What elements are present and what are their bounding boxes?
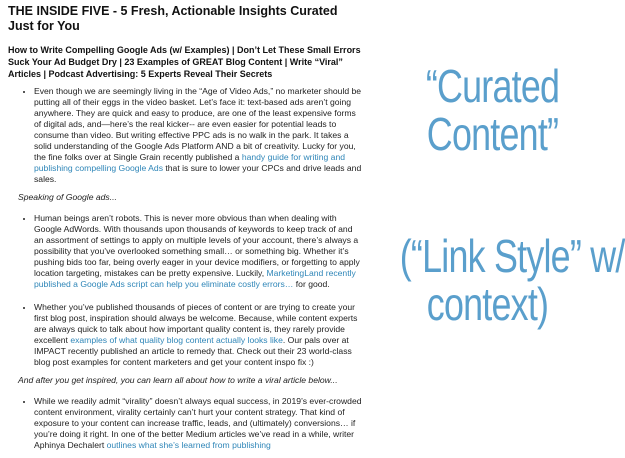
item-text-after: that is sure to lower your CPCs and drive leads and sales. — [34, 163, 362, 184]
callout-line: Content” — [426, 108, 559, 160]
callout-line: “Curated — [425, 60, 560, 112]
newsletter-subtitle: How to Write Compelling Google Ads (w/ Examples) | Don’t Let These Small Errors Suck Your Ad Budget Dry | 23 Examples of GREAT Blog Content | Write “Viral” Articles | Podcast Advertising: 5 Experts Reveal Their Secrets — [8, 45, 361, 79]
insight-list — [8, 396, 363, 451]
item-text: Even though we are seemingly living in the “Age of Video Ads,” no marketer should be putting all of their eggs in the video basket. Let’s face it: text-based ads aren’t going anywhere. They are quick and easy to produce, are one of the least expensive forms of digital ads, and—here’s the real kicker-- are even easier for potential leads to consume than video. But writing effective PPC ads is no walk in the park. It takes a solid understanding of the Google Ads Platform AND a bit of creativity. Lucky for you, the fine folks over at Single Grain recently published a — [34, 86, 362, 162]
item-text-after: . Our pals over at IMPACT recently published an article to remedy that. Check out their 23 world-class blog post examples for content marketers and get your content inspo fix :) — [34, 335, 352, 367]
item-text-after: for good. — [293, 279, 330, 289]
list-item — [34, 302, 363, 368]
newsletter-title: THE INSIDE FIVE - 5 Fresh, Actionable Insights Curated Just for You — [8, 4, 338, 33]
newsletter-document — [8, 4, 363, 458]
callout-line: context) — [426, 278, 549, 330]
item-text: While we readily admit “virality” doesn’t always equal success, in 2019’s ever-crowded content environment, virality certainly can’t hurt your content strategy. That kind of exposure to your content can increase traffic, leads, and (ultimately) conversions… if you’re doing it right. In one of the better Medium articles we’ve read in a while, writer Aphinya Dechalert — [34, 396, 362, 450]
item-link[interactable]: examples of what quality blog content actually looks like — [70, 335, 283, 345]
transition-note: Speaking of Google ads... — [18, 192, 117, 202]
insight-list — [8, 213, 363, 368]
curated-content-callout — [409, 62, 577, 158]
item-link[interactable]: handy guide for writing and publishing compelling Google Ads — [34, 152, 346, 173]
item-text: Human beings aren’t robots. This is never more obvious than when dealing with Google AdWords. With thousands upon thousands of keywords to keep track of and an assortment of settings to apply on multiple levels of your account, there’s always a possibility that you’ve overlooked something small… or something big. Whether it’s pushing bids too far, being overly eager in your device modifiers, or forgetting to apply location targeting, mistakes can be pretty expensive. Luckily, — [34, 213, 360, 278]
link-style-callout — [399, 230, 625, 330]
list-item — [34, 86, 363, 185]
item-link[interactable]: MarketingLand recently published a Google Ads script can help you eliminate costly errors… — [34, 268, 356, 289]
callout-line: (“Link Style” w/ — [399, 230, 625, 282]
item-link[interactable]: outlines what she’s learned from publishing — [106, 440, 271, 450]
insight-list — [8, 86, 363, 185]
list-item — [34, 396, 363, 451]
list-item — [34, 213, 363, 290]
transition-note: And after you get inspired, you can learn all about how to write a viral article below... — [18, 375, 338, 385]
item-text: Whether you’ve published thousands of pieces of content or are trying to create your first blog post, inspiration should always be welcome. Because, while content experts are always quick to talk about how important quality content is, they rarely provide excellent — [34, 302, 358, 345]
